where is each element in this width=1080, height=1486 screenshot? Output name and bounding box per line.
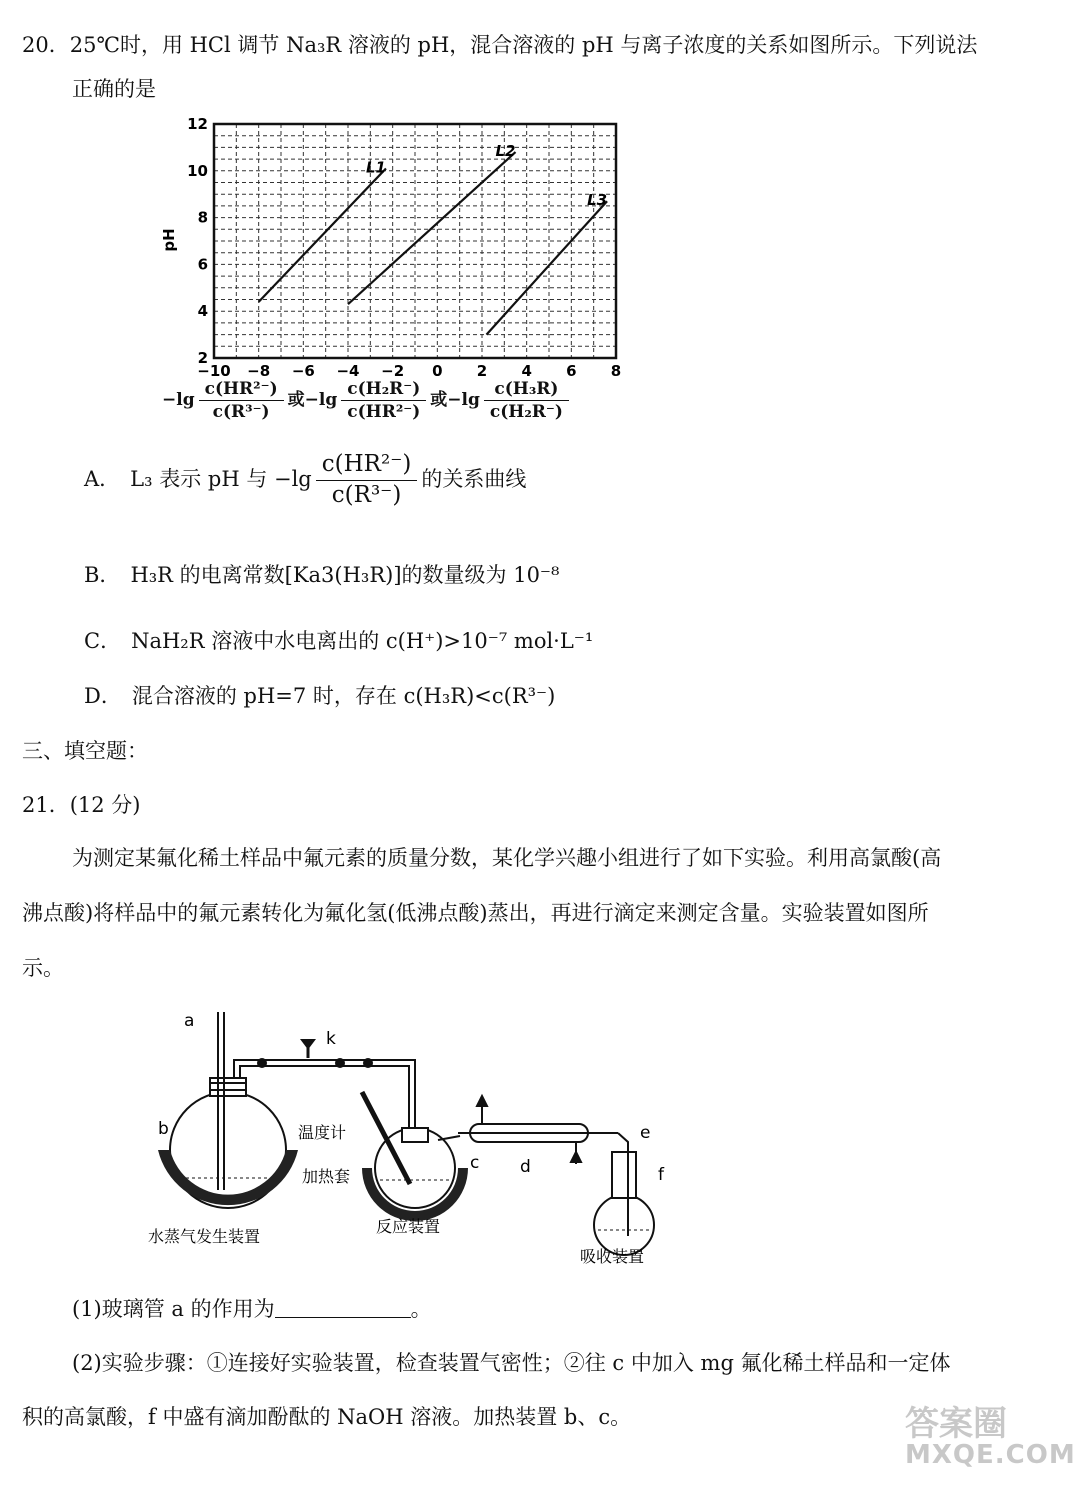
xlabel-neglg-3: −lg [447, 390, 480, 411]
x-tick-label: 8 [610, 362, 622, 380]
x-tick-label: −10 [197, 362, 231, 380]
q21-para-line1: 为测定某氟化稀土样品中氟元素的质量分数，某化学兴趣小组进行了如下实验。利用高氯酸(高 [72, 846, 942, 870]
q20-stem-line2: 正确的是 [72, 77, 156, 101]
q21-sub2-line1: (2)实验步骤：①连接好实验装置，检查装置气密性；②往 c 中加入 mg 氟化稀土样品和一定体 [72, 1351, 951, 1375]
q20-stem-line1 [22, 32, 977, 59]
watermark-logo: 答案圈 [905, 1404, 1007, 1444]
q21-heading: 21．(12 分) [22, 793, 141, 817]
x-tick-label: 0 [432, 362, 443, 380]
q21-para-line2: 沸点酸)将样品中的氟元素转化为氟化氢(低沸点酸)蒸出，再进行滴定来测定含量。实验装置如图所 [22, 901, 929, 925]
q21-sub1 [72, 1296, 432, 1323]
section-heading: 三、填空题： [22, 739, 148, 763]
xlabel-frac1-num: c(HR²⁻) [199, 378, 284, 401]
label-k: k [326, 1029, 336, 1049]
label-reaction-apparatus: 反应装置 [376, 1217, 441, 1236]
series-label-L2: L2 [495, 142, 516, 161]
option-c[interactable] [84, 628, 593, 655]
y-tick-label: 8 [197, 208, 208, 227]
option-a-den: c(R³⁻) [331, 481, 402, 508]
label-steam-apparatus: 水蒸气发生装置 [148, 1227, 261, 1246]
option-d-label: D． [84, 684, 122, 708]
q20-stem-text: 25℃时，用 HCl 调节 Na₃R 溶液的 pH，混合溶液的 pH 与离子浓度的关系如图所示。下列说法 [69, 33, 978, 57]
y-axis-label: pH [160, 228, 178, 252]
xlabel-or-1: 或 [287, 390, 305, 411]
label-b: b [158, 1119, 169, 1139]
y-tick-label: 12 [187, 115, 208, 133]
q20-number: 20． [22, 33, 70, 57]
option-a-pre: L₃ 表示 pH 与 −lg [130, 466, 312, 491]
option-b-text: H₃R 的电离常数[Ka3(H₃R)]的数量级为 10⁻⁸ [130, 563, 560, 587]
chart-ticks [187, 115, 621, 380]
series-label-L3: L3 [587, 191, 608, 210]
option-a-num: c(HR²⁻) [316, 450, 418, 481]
xlabel-frac3-num: c(H₃R) [484, 378, 569, 401]
label-c: c [470, 1153, 480, 1173]
q21-sub2-line2: 积的高氯酸，f 中盛有滴加酚酞的 NaOH 溶液。加热装置 b、c。 [22, 1405, 632, 1429]
y-tick-label: 2 [197, 349, 208, 367]
q21-para-line3: 示。 [22, 956, 64, 980]
label-e: e [640, 1123, 651, 1143]
apparatus-diagram [140, 1000, 700, 1280]
answer-blank[interactable] [275, 1296, 411, 1318]
y-tick-label: 6 [197, 255, 208, 274]
x-tick-label: −6 [291, 362, 315, 380]
xlabel-neglg-1: −lg [162, 390, 195, 411]
option-b-label: B． [84, 563, 121, 587]
option-a-label: A． [84, 466, 121, 491]
y-tick-label: 10 [187, 161, 208, 180]
x-tick-label: −8 [247, 362, 271, 380]
option-a[interactable] [84, 450, 526, 511]
absorb-flask-f [594, 1148, 654, 1255]
q21-sub1-post: 。 [410, 1297, 432, 1321]
option-a-post: 的关系曲线 [421, 466, 527, 491]
xlabel-frac1-den: c(R³⁻) [212, 402, 270, 423]
series-label-L1: L1 [365, 158, 386, 177]
x-tick-label: 4 [521, 362, 532, 380]
xlabel-frac2-den: c(HR²⁻) [347, 402, 421, 423]
option-d[interactable] [84, 683, 555, 710]
label-a: a [184, 1011, 195, 1031]
xlabel-frac3-den: c(H₂R⁻) [489, 402, 563, 423]
label-d: d [520, 1157, 531, 1177]
x-tick-label: −4 [336, 362, 360, 380]
xlabel-neglg-2: −lg [304, 390, 338, 411]
xlabel-frac2-num: c(H₂R⁻) [341, 378, 426, 401]
y-tick-label: 4 [197, 302, 208, 321]
x-tick-label: −2 [381, 362, 405, 380]
x-tick-label: 2 [476, 362, 488, 380]
series-line-L1 [259, 168, 386, 301]
chart-grid [214, 124, 616, 358]
label-f: f [658, 1165, 664, 1185]
x-axis-label [162, 378, 573, 423]
option-c-text: NaH₂R 溶液中水电离出的 c(H⁺)>10⁻⁷ mol·L⁻¹ [131, 629, 594, 653]
xlabel-or-2: 或 [430, 390, 448, 411]
option-c-label: C． [84, 629, 122, 653]
x-tick-label: 6 [566, 362, 577, 380]
label-thermometer: 温度计 [298, 1123, 347, 1142]
option-b[interactable] [84, 562, 559, 589]
label-heater: 加热套 [302, 1167, 351, 1186]
label-absorb-apparatus: 吸收装置 [580, 1247, 645, 1266]
q21-sub1-pre: (1)玻璃管 a 的作用为 [72, 1297, 275, 1321]
option-d-text: 混合溶液的 pH=7 时，存在 c(H₃R)<c(R³⁻) [131, 684, 556, 708]
watermark-url: MXQE.COM [905, 1440, 1076, 1470]
